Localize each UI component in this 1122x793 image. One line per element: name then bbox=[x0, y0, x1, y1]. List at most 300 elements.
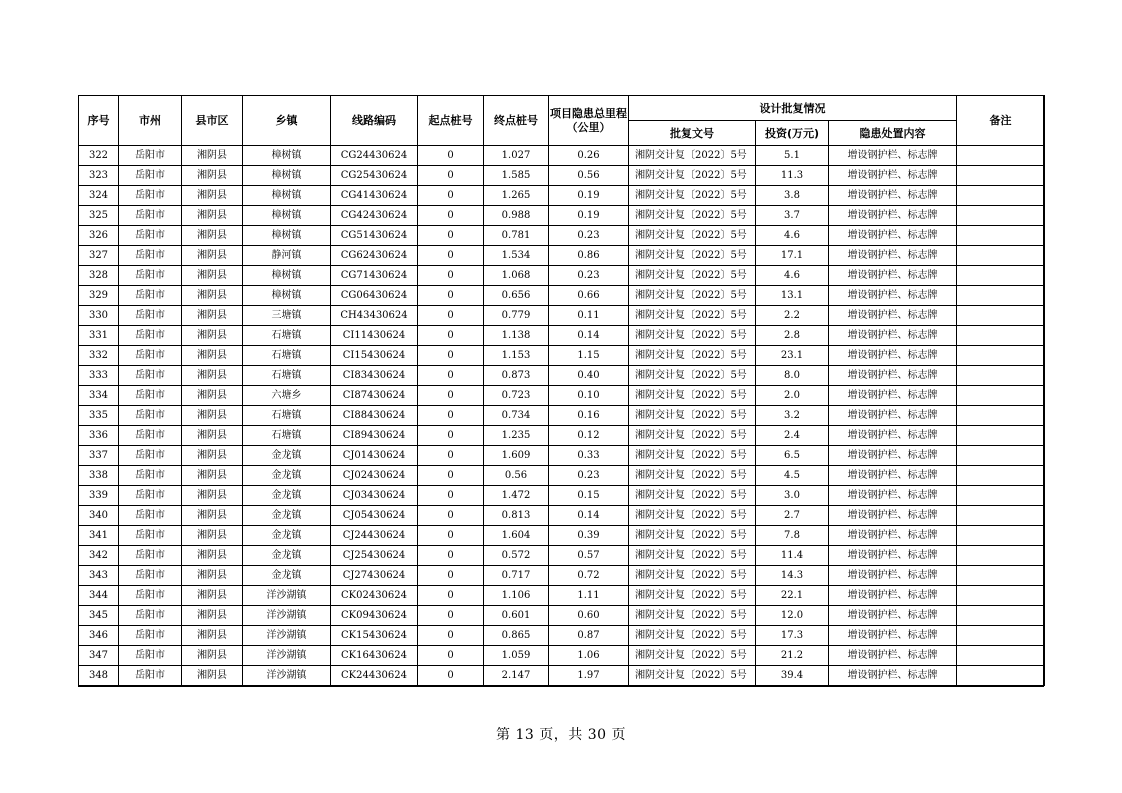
cell-seq: 346 bbox=[79, 626, 119, 646]
cell-route-code: CJ03430624 bbox=[331, 486, 418, 506]
cell-town: 樟树镇 bbox=[243, 186, 331, 206]
cell-seq: 339 bbox=[79, 486, 119, 506]
cell-town: 金龙镇 bbox=[243, 486, 331, 506]
cell-route-code: CI83430624 bbox=[331, 366, 418, 386]
cell-seq: 331 bbox=[79, 326, 119, 346]
cell-remarks bbox=[957, 526, 1045, 546]
cell-seq: 335 bbox=[79, 406, 119, 426]
cell-route-code: CG62430624 bbox=[331, 246, 418, 266]
cell-start-stake: 0 bbox=[418, 206, 484, 226]
cell-remarks bbox=[957, 206, 1045, 226]
cell-treatment: 增设钢护栏、标志牌 bbox=[829, 226, 957, 246]
cell-city: 岳阳市 bbox=[119, 446, 182, 466]
cell-start-stake: 0 bbox=[418, 366, 484, 386]
cell-city: 岳阳市 bbox=[119, 586, 182, 606]
table-row bbox=[79, 526, 1045, 546]
table-row bbox=[79, 386, 1045, 406]
table-row bbox=[79, 166, 1045, 186]
table-header bbox=[79, 96, 1045, 146]
cell-approval-no: 湘阴交计复〔2022〕5号 bbox=[629, 526, 756, 546]
cell-town: 石塘镇 bbox=[243, 426, 331, 446]
cell-approval-no: 湘阴交计复〔2022〕5号 bbox=[629, 486, 756, 506]
cell-seq: 347 bbox=[79, 646, 119, 666]
cell-county: 湘阴县 bbox=[182, 266, 243, 286]
cell-start-stake: 0 bbox=[418, 306, 484, 326]
cell-county: 湘阴县 bbox=[182, 246, 243, 266]
header-design-approval-group: 设计批复情况 bbox=[629, 96, 957, 121]
cell-remarks bbox=[957, 606, 1045, 626]
cell-city: 岳阳市 bbox=[119, 166, 182, 186]
cell-approval-no: 湘阴交计复〔2022〕5号 bbox=[629, 626, 756, 646]
cell-city: 岳阳市 bbox=[119, 366, 182, 386]
cell-city: 岳阳市 bbox=[119, 286, 182, 306]
cell-end-stake: 1.027 bbox=[484, 146, 549, 166]
cell-end-stake: 0.779 bbox=[484, 306, 549, 326]
cell-seq: 348 bbox=[79, 666, 119, 686]
cell-route-code: CH43430624 bbox=[331, 306, 418, 326]
cell-city: 岳阳市 bbox=[119, 266, 182, 286]
table-row bbox=[79, 666, 1045, 686]
cell-total-km: 0.15 bbox=[549, 486, 629, 506]
cell-investment: 8.0 bbox=[756, 366, 829, 386]
page-number-footer: 第 13 页，共 30 页 bbox=[496, 727, 626, 743]
cell-total-km: 0.87 bbox=[549, 626, 629, 646]
cell-route-code: CG51430624 bbox=[331, 226, 418, 246]
cell-end-stake: 1.106 bbox=[484, 586, 549, 606]
cell-start-stake: 0 bbox=[418, 446, 484, 466]
cell-start-stake: 0 bbox=[418, 506, 484, 526]
cell-seq: 343 bbox=[79, 566, 119, 586]
cell-total-km: 1.15 bbox=[549, 346, 629, 366]
cell-total-km: 0.19 bbox=[549, 186, 629, 206]
cell-start-stake: 0 bbox=[418, 346, 484, 366]
cell-investment: 4.5 bbox=[756, 466, 829, 486]
cell-county: 湘阴县 bbox=[182, 286, 243, 306]
cell-total-km: 0.33 bbox=[549, 446, 629, 466]
cell-city: 岳阳市 bbox=[119, 466, 182, 486]
cell-end-stake: 1.059 bbox=[484, 646, 549, 666]
cell-town: 洋沙湖镇 bbox=[243, 586, 331, 606]
cell-total-km: 0.23 bbox=[549, 466, 629, 486]
cell-remarks bbox=[957, 546, 1045, 566]
cell-start-stake: 0 bbox=[418, 546, 484, 566]
cell-town: 三塘镇 bbox=[243, 306, 331, 326]
cell-start-stake: 0 bbox=[418, 146, 484, 166]
cell-county: 湘阴县 bbox=[182, 566, 243, 586]
cell-end-stake: 1.585 bbox=[484, 166, 549, 186]
cell-remarks bbox=[957, 146, 1045, 166]
cell-county: 湘阴县 bbox=[182, 186, 243, 206]
cell-seq: 338 bbox=[79, 466, 119, 486]
cell-route-code: CJ24430624 bbox=[331, 526, 418, 546]
cell-investment: 3.2 bbox=[756, 406, 829, 426]
cell-end-stake: 1.472 bbox=[484, 486, 549, 506]
cell-seq: 336 bbox=[79, 426, 119, 446]
cell-end-stake: 0.56 bbox=[484, 466, 549, 486]
cell-remarks bbox=[957, 346, 1045, 366]
cell-remarks bbox=[957, 466, 1045, 486]
cell-approval-no: 湘阴交计复〔2022〕5号 bbox=[629, 206, 756, 226]
cell-county: 湘阴县 bbox=[182, 466, 243, 486]
cell-seq: 329 bbox=[79, 286, 119, 306]
cell-remarks bbox=[957, 406, 1045, 426]
cell-start-stake: 0 bbox=[418, 286, 484, 306]
cell-city: 岳阳市 bbox=[119, 386, 182, 406]
cell-investment: 3.8 bbox=[756, 186, 829, 206]
header-county: 县市区 bbox=[182, 96, 243, 146]
cell-approval-no: 湘阴交计复〔2022〕5号 bbox=[629, 446, 756, 466]
cell-start-stake: 0 bbox=[418, 606, 484, 626]
cell-total-km: 0.10 bbox=[549, 386, 629, 406]
cell-investment: 14.3 bbox=[756, 566, 829, 586]
cell-remarks bbox=[957, 326, 1045, 346]
cell-county: 湘阴县 bbox=[182, 426, 243, 446]
cell-county: 湘阴县 bbox=[182, 406, 243, 426]
cell-city: 岳阳市 bbox=[119, 306, 182, 326]
cell-start-stake: 0 bbox=[418, 526, 484, 546]
cell-approval-no: 湘阴交计复〔2022〕5号 bbox=[629, 506, 756, 526]
cell-end-stake: 0.734 bbox=[484, 406, 549, 426]
cell-start-stake: 0 bbox=[418, 566, 484, 586]
cell-seq: 328 bbox=[79, 266, 119, 286]
cell-city: 岳阳市 bbox=[119, 406, 182, 426]
cell-town: 六塘乡 bbox=[243, 386, 331, 406]
cell-treatment: 增设钢护栏、标志牌 bbox=[829, 626, 957, 646]
cell-town: 樟树镇 bbox=[243, 286, 331, 306]
cell-start-stake: 0 bbox=[418, 466, 484, 486]
cell-town: 静河镇 bbox=[243, 246, 331, 266]
cell-investment: 39.4 bbox=[756, 666, 829, 686]
cell-end-stake: 0.717 bbox=[484, 566, 549, 586]
cell-county: 湘阴县 bbox=[182, 586, 243, 606]
table-row bbox=[79, 546, 1045, 566]
table-row bbox=[79, 346, 1045, 366]
cell-seq: 333 bbox=[79, 366, 119, 386]
cell-investment: 2.2 bbox=[756, 306, 829, 326]
header-seq: 序号 bbox=[79, 96, 119, 146]
cell-investment: 11.3 bbox=[756, 166, 829, 186]
cell-investment: 4.6 bbox=[756, 226, 829, 246]
cell-approval-no: 湘阴交计复〔2022〕5号 bbox=[629, 666, 756, 686]
cell-approval-no: 湘阴交计复〔2022〕5号 bbox=[629, 306, 756, 326]
table-row bbox=[79, 426, 1045, 446]
cell-remarks bbox=[957, 226, 1045, 246]
cell-route-code: CG71430624 bbox=[331, 266, 418, 286]
cell-seq: 325 bbox=[79, 206, 119, 226]
cell-town: 洋沙湖镇 bbox=[243, 626, 331, 646]
cell-city: 岳阳市 bbox=[119, 326, 182, 346]
cell-county: 湘阴县 bbox=[182, 546, 243, 566]
header-start-stake: 起点桩号 bbox=[418, 96, 484, 146]
cell-total-km: 0.57 bbox=[549, 546, 629, 566]
cell-treatment: 增设钢护栏、标志牌 bbox=[829, 486, 957, 506]
table-row bbox=[79, 266, 1045, 286]
cell-route-code: CG41430624 bbox=[331, 186, 418, 206]
cell-county: 湘阴县 bbox=[182, 486, 243, 506]
cell-investment: 13.1 bbox=[756, 286, 829, 306]
cell-seq: 337 bbox=[79, 446, 119, 466]
cell-route-code: CI89430624 bbox=[331, 426, 418, 446]
cell-county: 湘阴县 bbox=[182, 146, 243, 166]
table-row bbox=[79, 466, 1045, 486]
table-row bbox=[79, 186, 1045, 206]
cell-total-km: 0.60 bbox=[549, 606, 629, 626]
cell-approval-no: 湘阴交计复〔2022〕5号 bbox=[629, 546, 756, 566]
cell-county: 湘阴县 bbox=[182, 626, 243, 646]
cell-approval-no: 湘阴交计复〔2022〕5号 bbox=[629, 386, 756, 406]
cell-investment: 17.3 bbox=[756, 626, 829, 646]
cell-route-code: CG06430624 bbox=[331, 286, 418, 306]
cell-start-stake: 0 bbox=[418, 266, 484, 286]
cell-remarks bbox=[957, 506, 1045, 526]
cell-route-code: CG24430624 bbox=[331, 146, 418, 166]
table-row bbox=[79, 146, 1045, 166]
header-city: 市州 bbox=[119, 96, 182, 146]
cell-approval-no: 湘阴交计复〔2022〕5号 bbox=[629, 186, 756, 206]
table-row bbox=[79, 446, 1045, 466]
cell-city: 岳阳市 bbox=[119, 206, 182, 226]
cell-total-km: 0.39 bbox=[549, 526, 629, 546]
cell-town: 石塘镇 bbox=[243, 326, 331, 346]
cell-route-code: CJ25430624 bbox=[331, 546, 418, 566]
cell-town: 洋沙湖镇 bbox=[243, 646, 331, 666]
header-approval-no: 批复文号 bbox=[629, 121, 756, 146]
cell-county: 湘阴县 bbox=[182, 606, 243, 626]
cell-seq: 330 bbox=[79, 306, 119, 326]
cell-treatment: 增设钢护栏、标志牌 bbox=[829, 526, 957, 546]
cell-end-stake: 1.068 bbox=[484, 266, 549, 286]
cell-end-stake: 1.235 bbox=[484, 426, 549, 446]
cell-treatment: 增设钢护栏、标志牌 bbox=[829, 646, 957, 666]
cell-remarks bbox=[957, 166, 1045, 186]
cell-city: 岳阳市 bbox=[119, 546, 182, 566]
cell-seq: 340 bbox=[79, 506, 119, 526]
cell-town: 金龙镇 bbox=[243, 526, 331, 546]
cell-route-code: CI11430624 bbox=[331, 326, 418, 346]
cell-end-stake: 1.609 bbox=[484, 446, 549, 466]
header-end-stake: 终点桩号 bbox=[484, 96, 549, 146]
cell-city: 岳阳市 bbox=[119, 486, 182, 506]
cell-county: 湘阴县 bbox=[182, 306, 243, 326]
cell-seq: 322 bbox=[79, 146, 119, 166]
cell-total-km: 0.66 bbox=[549, 286, 629, 306]
cell-remarks bbox=[957, 586, 1045, 606]
cell-approval-no: 湘阴交计复〔2022〕5号 bbox=[629, 406, 756, 426]
cell-approval-no: 湘阴交计复〔2022〕5号 bbox=[629, 606, 756, 626]
cell-city: 岳阳市 bbox=[119, 226, 182, 246]
header-total-km: 项目隐患总里程（公里） bbox=[549, 96, 629, 146]
cell-investment: 11.4 bbox=[756, 546, 829, 566]
cell-town: 樟树镇 bbox=[243, 206, 331, 226]
cell-approval-no: 湘阴交计复〔2022〕5号 bbox=[629, 166, 756, 186]
cell-city: 岳阳市 bbox=[119, 606, 182, 626]
cell-seq: 342 bbox=[79, 546, 119, 566]
cell-total-km: 0.12 bbox=[549, 426, 629, 446]
cell-town: 樟树镇 bbox=[243, 226, 331, 246]
cell-county: 湘阴县 bbox=[182, 386, 243, 406]
table-row bbox=[79, 566, 1045, 586]
cell-total-km: 0.16 bbox=[549, 406, 629, 426]
cell-city: 岳阳市 bbox=[119, 506, 182, 526]
table-row bbox=[79, 226, 1045, 246]
cell-investment: 2.4 bbox=[756, 426, 829, 446]
cell-seq: 334 bbox=[79, 386, 119, 406]
cell-town: 樟树镇 bbox=[243, 266, 331, 286]
cell-seq: 345 bbox=[79, 606, 119, 626]
cell-total-km: 1.06 bbox=[549, 646, 629, 666]
cell-treatment: 增设钢护栏、标志牌 bbox=[829, 406, 957, 426]
cell-route-code: CG42430624 bbox=[331, 206, 418, 226]
cell-approval-no: 湘阴交计复〔2022〕5号 bbox=[629, 426, 756, 446]
cell-treatment: 增设钢护栏、标志牌 bbox=[829, 346, 957, 366]
table-row bbox=[79, 486, 1045, 506]
cell-investment: 12.0 bbox=[756, 606, 829, 626]
cell-end-stake: 0.813 bbox=[484, 506, 549, 526]
cell-treatment: 增设钢护栏、标志牌 bbox=[829, 306, 957, 326]
hazard-project-table bbox=[78, 95, 1045, 686]
cell-county: 湘阴县 bbox=[182, 226, 243, 246]
table-row bbox=[79, 306, 1045, 326]
cell-town: 金龙镇 bbox=[243, 546, 331, 566]
cell-end-stake: 1.265 bbox=[484, 186, 549, 206]
cell-town: 洋沙湖镇 bbox=[243, 606, 331, 626]
cell-investment: 3.7 bbox=[756, 206, 829, 226]
cell-approval-no: 湘阴交计复〔2022〕5号 bbox=[629, 366, 756, 386]
cell-town: 金龙镇 bbox=[243, 466, 331, 486]
cell-remarks bbox=[957, 446, 1045, 466]
cell-county: 湘阴县 bbox=[182, 506, 243, 526]
cell-route-code: CK09430624 bbox=[331, 606, 418, 626]
cell-city: 岳阳市 bbox=[119, 526, 182, 546]
cell-town: 金龙镇 bbox=[243, 566, 331, 586]
cell-start-stake: 0 bbox=[418, 246, 484, 266]
cell-seq: 327 bbox=[79, 246, 119, 266]
table-row bbox=[79, 646, 1045, 666]
cell-investment: 2.8 bbox=[756, 326, 829, 346]
table-row bbox=[79, 626, 1045, 646]
cell-seq: 326 bbox=[79, 226, 119, 246]
cell-total-km: 0.19 bbox=[549, 206, 629, 226]
cell-end-stake: 0.656 bbox=[484, 286, 549, 306]
cell-end-stake: 1.604 bbox=[484, 526, 549, 546]
cell-total-km: 0.86 bbox=[549, 246, 629, 266]
cell-investment: 17.1 bbox=[756, 246, 829, 266]
cell-town: 石塘镇 bbox=[243, 346, 331, 366]
cell-total-km: 0.23 bbox=[549, 226, 629, 246]
header-route-code: 线路编码 bbox=[331, 96, 418, 146]
cell-seq: 341 bbox=[79, 526, 119, 546]
cell-town: 樟树镇 bbox=[243, 166, 331, 186]
cell-route-code: CK16430624 bbox=[331, 646, 418, 666]
table-row bbox=[79, 246, 1045, 266]
cell-city: 岳阳市 bbox=[119, 626, 182, 646]
cell-remarks bbox=[957, 626, 1045, 646]
cell-route-code: CG25430624 bbox=[331, 166, 418, 186]
table-body bbox=[79, 146, 1045, 686]
cell-treatment: 增设钢护栏、标志牌 bbox=[829, 506, 957, 526]
cell-start-stake: 0 bbox=[418, 186, 484, 206]
cell-remarks bbox=[957, 426, 1045, 446]
table-row bbox=[79, 286, 1045, 306]
cell-start-stake: 0 bbox=[418, 586, 484, 606]
cell-end-stake: 0.723 bbox=[484, 386, 549, 406]
cell-total-km: 0.72 bbox=[549, 566, 629, 586]
cell-start-stake: 0 bbox=[418, 386, 484, 406]
cell-end-stake: 0.781 bbox=[484, 226, 549, 246]
table-row bbox=[79, 506, 1045, 526]
cell-treatment: 增设钢护栏、标志牌 bbox=[829, 246, 957, 266]
cell-approval-no: 湘阴交计复〔2022〕5号 bbox=[629, 286, 756, 306]
cell-city: 岳阳市 bbox=[119, 646, 182, 666]
cell-end-stake: 1.534 bbox=[484, 246, 549, 266]
cell-approval-no: 湘阴交计复〔2022〕5号 bbox=[629, 346, 756, 366]
cell-remarks bbox=[957, 666, 1045, 686]
cell-start-stake: 0 bbox=[418, 626, 484, 646]
cell-start-stake: 0 bbox=[418, 666, 484, 686]
cell-remarks bbox=[957, 306, 1045, 326]
cell-remarks bbox=[957, 366, 1045, 386]
cell-treatment: 增设钢护栏、标志牌 bbox=[829, 186, 957, 206]
cell-approval-no: 湘阴交计复〔2022〕5号 bbox=[629, 646, 756, 666]
cell-approval-no: 湘阴交计复〔2022〕5号 bbox=[629, 146, 756, 166]
cell-town: 洋沙湖镇 bbox=[243, 666, 331, 686]
cell-investment: 5.1 bbox=[756, 146, 829, 166]
table-row bbox=[79, 606, 1045, 626]
cell-total-km: 1.97 bbox=[549, 666, 629, 686]
cell-treatment: 增设钢护栏、标志牌 bbox=[829, 206, 957, 226]
cell-start-stake: 0 bbox=[418, 486, 484, 506]
header-town: 乡镇 bbox=[243, 96, 331, 146]
cell-treatment: 增设钢护栏、标志牌 bbox=[829, 566, 957, 586]
cell-total-km: 0.26 bbox=[549, 146, 629, 166]
cell-remarks bbox=[957, 646, 1045, 666]
cell-route-code: CI15430624 bbox=[331, 346, 418, 366]
cell-investment: 7.8 bbox=[756, 526, 829, 546]
cell-end-stake: 2.147 bbox=[484, 666, 549, 686]
table-row bbox=[79, 326, 1045, 346]
cell-city: 岳阳市 bbox=[119, 666, 182, 686]
cell-treatment: 增设钢护栏、标志牌 bbox=[829, 386, 957, 406]
cell-approval-no: 湘阴交计复〔2022〕5号 bbox=[629, 566, 756, 586]
cell-city: 岳阳市 bbox=[119, 566, 182, 586]
cell-total-km: 0.14 bbox=[549, 326, 629, 346]
cell-route-code: CK02430624 bbox=[331, 586, 418, 606]
cell-treatment: 增设钢护栏、标志牌 bbox=[829, 146, 957, 166]
cell-treatment: 增设钢护栏、标志牌 bbox=[829, 166, 957, 186]
cell-investment: 4.6 bbox=[756, 266, 829, 286]
cell-total-km: 0.14 bbox=[549, 506, 629, 526]
cell-remarks bbox=[957, 566, 1045, 586]
cell-route-code: CJ02430624 bbox=[331, 466, 418, 486]
cell-treatment: 增设钢护栏、标志牌 bbox=[829, 586, 957, 606]
cell-city: 岳阳市 bbox=[119, 186, 182, 206]
cell-remarks bbox=[957, 286, 1045, 306]
cell-town: 金龙镇 bbox=[243, 506, 331, 526]
cell-treatment: 增设钢护栏、标志牌 bbox=[829, 286, 957, 306]
cell-total-km: 1.11 bbox=[549, 586, 629, 606]
cell-end-stake: 0.988 bbox=[484, 206, 549, 226]
cell-approval-no: 湘阴交计复〔2022〕5号 bbox=[629, 586, 756, 606]
cell-county: 湘阴县 bbox=[182, 326, 243, 346]
cell-approval-no: 湘阴交计复〔2022〕5号 bbox=[629, 466, 756, 486]
cell-route-code: CJ27430624 bbox=[331, 566, 418, 586]
cell-investment: 2.0 bbox=[756, 386, 829, 406]
cell-county: 湘阴县 bbox=[182, 666, 243, 686]
cell-approval-no: 湘阴交计复〔2022〕5号 bbox=[629, 326, 756, 346]
cell-start-stake: 0 bbox=[418, 166, 484, 186]
cell-approval-no: 湘阴交计复〔2022〕5号 bbox=[629, 246, 756, 266]
header-remarks: 备注 bbox=[957, 96, 1045, 146]
